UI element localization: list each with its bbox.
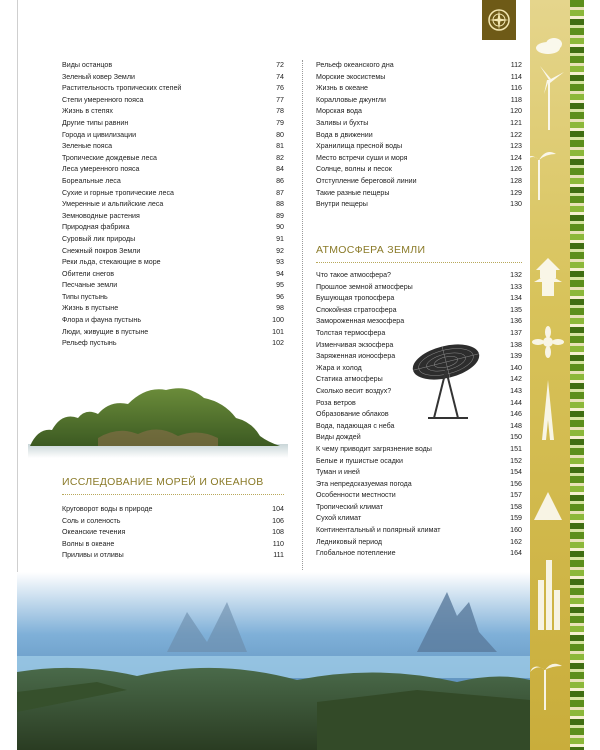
toc-entry-page: 140 [510,363,522,372]
toc-entry[interactable] [62,303,284,315]
toc-entry-title: Эта непредсказуемая погода [316,479,412,488]
toc-entry[interactable] [316,199,522,211]
toc-entry-title: Волны в океане [62,539,115,548]
toc-entry-title: Обители снегов [62,269,115,278]
toc-entry-page: 102 [272,339,284,348]
toc-entry[interactable] [316,176,522,188]
toc-entry-page: 133 [510,282,522,291]
toc-entry[interactable] [316,106,522,118]
toc-entry-title: Виды дождей [316,433,361,442]
toc-entry-page: 88 [276,200,284,209]
toc-entry-page: 100 [272,316,284,325]
toc-entry-page: 114 [510,72,522,81]
toc-entry-title: Города и цивилизации [62,130,137,139]
toc-entry[interactable] [316,548,522,560]
toc-entry[interactable] [316,456,522,468]
toc-entry[interactable] [62,188,284,200]
toc-entry[interactable] [316,467,522,479]
toc-entry-title: Заливы и бухты [316,118,369,127]
toc-entry[interactable] [62,199,284,211]
toc-entry-title: Снежный покров Земли [62,246,141,255]
toc-entry[interactable] [62,130,284,142]
landmark-silhouettes-image [530,20,570,740]
toc-entry[interactable] [316,525,522,537]
toc-entry[interactable] [316,305,522,317]
toc-entry-title: Жизнь в океане [316,84,368,93]
toc-entry-page: 82 [276,153,284,162]
toc-entry-page: 150 [510,433,522,442]
toc-entry[interactable] [316,130,522,142]
toc-entry-page: 74 [276,72,284,81]
toc-entry[interactable] [316,490,522,502]
toc-entry[interactable] [62,292,284,304]
toc-entry-page: 76 [276,84,284,93]
toc-entry-title: Статика атмосферы [316,375,383,384]
toc-entry[interactable] [62,550,284,562]
toc-entry-title: Жизнь в степях [62,107,113,116]
toc-entry-page: 136 [510,317,522,326]
toc-entry-title: Континентальный и полярный климат [316,526,441,535]
toc-entry[interactable] [62,280,284,292]
toc-entry[interactable] [316,432,522,444]
toc-entry[interactable] [62,269,284,281]
toc-entry[interactable] [316,444,522,456]
toc-entry[interactable] [62,95,284,107]
toc-entry-title: Внутри пещеры [316,200,368,209]
toc-entry-title: Люди, живущие в пустыне [62,327,149,336]
toc-entry-title: Хранилища пресной воды [316,142,403,151]
toc-entry-title: Изменчивая экзосфера [316,340,394,349]
toc-entry-title: Что такое атмосфера? [316,271,391,279]
toc-entry-page: 139 [510,352,522,361]
toc-entry-page: 138 [510,340,522,349]
toc-entry-page: 123 [510,142,522,151]
toc-entry-title: Жизнь в пустыне [62,304,119,313]
toc-entry[interactable] [62,504,284,516]
atmo-section-heading: АТМОСФЕРА ЗЕМЛИ [316,244,426,256]
toc-entry-page: 110 [272,539,284,548]
toc-entry-page: 121 [510,118,522,127]
toc-entry-page: 146 [510,410,522,419]
toc-entry-title: Сухой климат [316,514,362,523]
toc-entry-page: 118 [510,95,522,104]
toc-entry-title: Океанские течения [62,528,126,537]
toc-entry-page: 128 [510,176,522,185]
compass-icon [487,8,511,32]
toc-entry[interactable] [62,527,284,539]
toc-entry-title: Реки льда, стекающие в море [62,258,161,267]
toc-entry[interactable] [316,164,522,176]
toc-entry-page: 154 [510,468,522,477]
toc-left-column [62,60,284,350]
toc-entry-title: Рельеф пустынь [62,339,117,348]
atmo-heading-rule [316,262,522,264]
toc-entry-title: Сколько весит воздух? [316,386,392,395]
toc-entry-page: 108 [272,528,284,537]
toc-entry-page: 106 [272,516,284,525]
toc-entry-page: 78 [276,107,284,116]
toc-entry-page: 156 [510,479,522,488]
toc-entry-title: Зеленые пояса [62,142,113,151]
toc-entry-title: Круговорот воды в природе [62,505,153,513]
toc-entry-page: 95 [276,281,284,290]
toc-entry-title: Зеленый ковер Земли [62,72,135,81]
toc-entry-page: 151 [510,444,522,453]
toc-entry[interactable] [62,164,284,176]
toc-entry-page: 77 [276,95,284,104]
toc-entry-page: 160 [510,526,522,535]
toc-entry[interactable] [316,513,522,525]
toc-entry-title: Сухие и горные тропические леса [62,188,174,197]
toc-entry-title: К чему приводит загрязнение воды [316,444,432,453]
toc-entry-page: 112 [510,61,522,69]
toc-entry-title: Вода в движении [316,130,373,139]
toc-entry-title: Солнце, волны и песок [316,165,392,174]
toc-entry-page: 137 [510,328,522,337]
toc-entry[interactable] [62,539,284,551]
toc-entry[interactable] [62,83,284,95]
toc-entry-page: 91 [276,234,284,243]
toc-entry-page: 152 [510,456,522,465]
toc-entry-page: 93 [276,258,284,267]
toc-entry-title: Прошлое земной атмосферы [316,282,413,291]
toc-entry-title: Растительность тропических степей [62,84,182,93]
toc-entry[interactable] [316,188,522,200]
toc-entry-page: 132 [510,271,522,279]
toc-entry[interactable] [62,106,284,118]
toc-entry[interactable] [316,153,522,165]
sea-heading-rule [62,494,284,496]
toc-entry[interactable] [316,316,522,328]
toc-entry[interactable] [62,222,284,234]
toc-entry-page: 79 [276,118,284,127]
toc-entry[interactable] [62,234,284,246]
toc-entry[interactable] [62,153,284,165]
toc-entry-page: 84 [276,165,284,174]
column-divider [302,60,303,570]
compass-emblem [482,0,516,40]
toc-entry-page: 81 [276,142,284,151]
toc-entry-page: 101 [272,327,284,336]
toc-entry-title: Степи умеренного пояса [62,95,144,104]
toc-entry[interactable] [316,282,522,294]
toc-entry[interactable] [62,176,284,188]
toc-entry-title: Виды останцов [62,61,113,69]
toc-entry-page: 164 [510,549,522,558]
toc-entry[interactable] [316,270,522,282]
toc-entry-title: Бореальные леса [62,176,121,185]
landscape-image [17,572,530,750]
toc-entry-page: 80 [276,130,284,139]
satellite-dish-image [408,340,488,424]
toc-entry[interactable] [62,246,284,258]
toc-entry-page: 72 [276,61,284,69]
toc-entry[interactable] [62,118,284,130]
toc-entry-title: Роза ветров [316,398,356,407]
toc-entry[interactable] [316,293,522,305]
toc-entry[interactable] [62,72,284,84]
toc-entry-page: 116 [510,84,522,93]
toc-entry-title: Суровый лик природы [62,234,136,243]
toc-entry[interactable] [316,328,522,340]
toc-entry-page: 134 [510,294,522,303]
toc-entry[interactable] [316,479,522,491]
toc-entry[interactable] [62,516,284,528]
toc-entry[interactable] [316,95,522,107]
toc-entry-title: Другие типы равнин [62,118,129,127]
toc-entry-title: Тропический климат [316,502,384,511]
toc-entry-page: 87 [276,188,284,197]
toc-entry-title: Образование облаков [316,410,389,419]
toc-entry-title: Природная фабрика [62,223,130,232]
toc-entry-title: Жара и холод [316,363,362,372]
toc-entry-title: Белые и пушистые осадки [316,456,403,465]
toc-entry-page: 162 [510,537,522,546]
toc-entry-title: Приливы и отливы [62,551,124,560]
toc-entry-page: 159 [510,514,522,523]
toc-entry-page: 89 [276,211,284,220]
toc-entry-title: Морские экосистемы [316,72,386,81]
toc-entry[interactable] [62,338,284,350]
toc-entry[interactable] [62,211,284,223]
toc-entry-title: Умеренные и альпийские леса [62,200,164,209]
toc-entry-title: Глобальное потепление [316,549,396,558]
toc-entry-page: 126 [510,165,522,174]
toc-entry[interactable] [316,83,522,95]
toc-entry-title: Толстая термосфера [316,328,386,337]
toc-entry-page: 86 [276,176,284,185]
toc-entry-page: 129 [510,188,522,197]
toc-entry-page: 120 [510,107,522,116]
toc-entry[interactable] [62,60,284,72]
toc-entry-page: 122 [510,130,522,139]
toc-entry-title: Леса умеренного пояса [62,165,140,174]
toc-entry-page: 92 [276,246,284,255]
toc-entry-page: 142 [510,375,522,384]
toc-entry-page: 130 [510,200,522,209]
island-image [28,378,288,458]
toc-entry-title: Рельеф океанского дна [316,61,394,69]
toc-entry-title: Бушующая тропосфера [316,294,395,303]
toc-entry-title: Тропические дождевые леса [62,153,157,162]
toc-entry-title: Особенности местности [316,491,396,500]
toc-entry-page: 94 [276,269,284,278]
toc-entry-page: 96 [276,292,284,301]
toc-entry-page: 124 [510,153,522,162]
toc-entry-title: Вода, падающая с неба [316,421,395,430]
toc-entry-title: Спокойная стратосфера [316,305,397,314]
toc-entry-page: 90 [276,223,284,232]
toc-entry[interactable] [316,60,522,72]
toc-entry[interactable] [316,72,522,84]
toc-entry-title: Флора и фауна пустынь [62,316,142,325]
toc-entry-page: 144 [510,398,522,407]
toc-entry[interactable] [62,257,284,269]
toc-entry-title: Такие разные пещеры [316,188,390,197]
toc-entry-page: 104 [272,505,284,513]
toc-entry[interactable] [316,537,522,549]
toc-entry-page: 157 [510,491,522,500]
toc-entry-title: Земноводные растения [62,211,140,220]
toc-entry[interactable] [62,141,284,153]
toc-right-top-column [316,60,522,211]
toc-entry-title: Заряженная ионосфера [316,352,396,361]
toc-entry-title: Место встречи суши и моря [316,153,408,162]
toc-entry[interactable] [62,327,284,339]
toc-entry-page: 98 [276,304,284,313]
toc-entry-title: Ледниковый период [316,537,383,546]
toc-entry-page: 158 [510,502,522,511]
sea-section-heading: ИССЛЕДОВАНИЕ МОРЕЙ И ОКЕАНОВ [62,476,264,488]
toc-entry-title: Песчаные земли [62,281,118,290]
toc-entry[interactable] [316,141,522,153]
toc-entry-page: 148 [510,421,522,430]
toc-entry-title: Морская вода [316,107,363,116]
toc-entry[interactable] [62,315,284,327]
toc-sea-column [62,504,284,562]
toc-entry-page: 111 [273,551,284,560]
toc-entry-title: Замороженная мезосфера [316,317,405,326]
toc-entry-title: Соль и соленость [62,516,121,525]
toc-entry[interactable] [316,118,522,130]
toc-entry-title: Типы пустынь [62,292,108,301]
toc-entry-title: Коралловые джунгли [316,95,387,104]
decorative-stripes [570,0,584,750]
toc-entry-title: Отступление береговой линии [316,176,417,185]
toc-entry-page: 143 [510,386,522,395]
toc-entry-title: Туман и иней [316,468,360,477]
toc-entry[interactable] [316,502,522,514]
toc-entry-page: 135 [510,305,522,314]
